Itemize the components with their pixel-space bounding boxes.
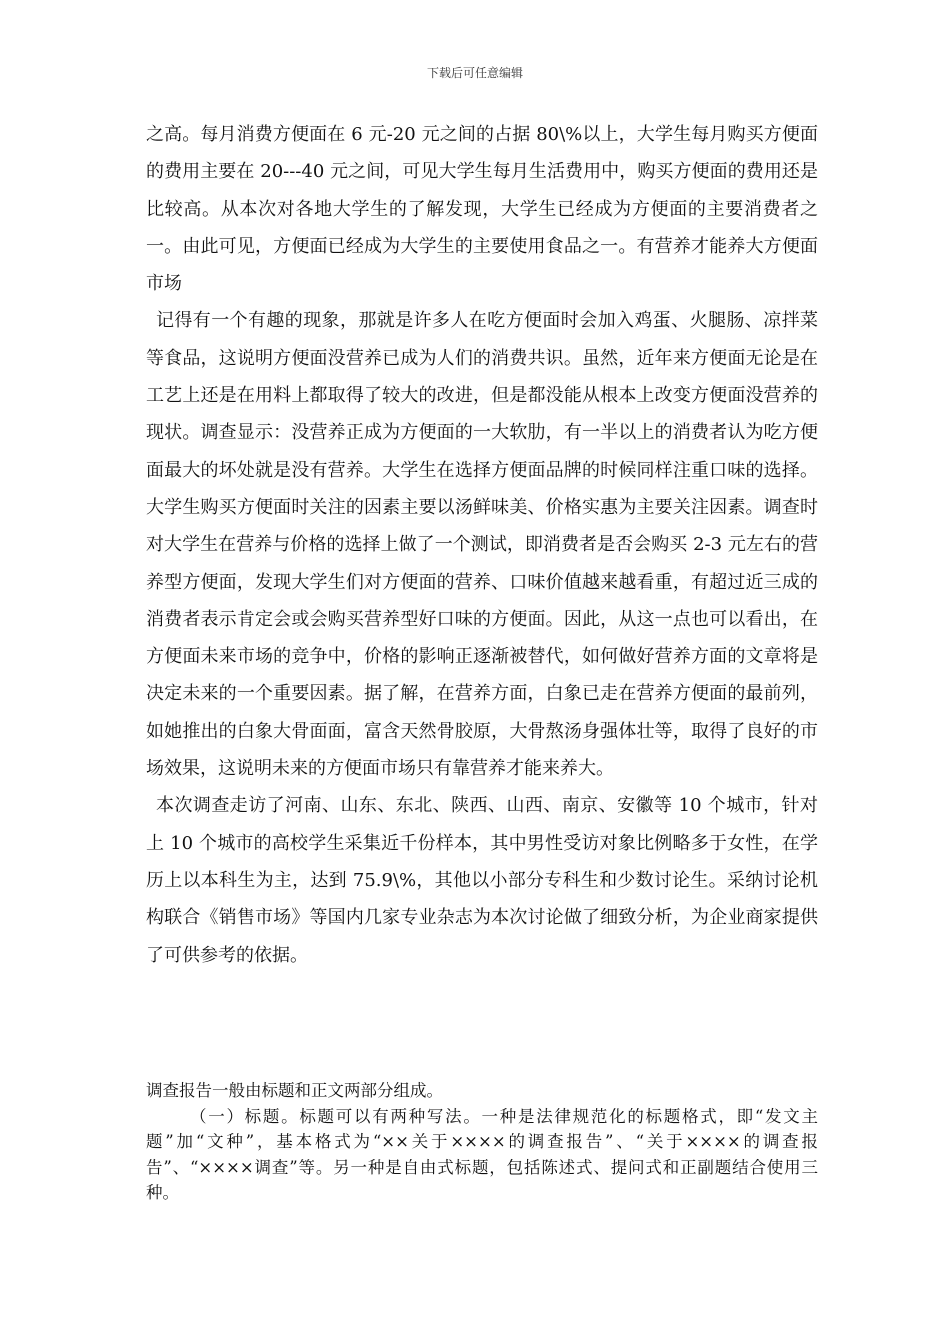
main-body [146,116,818,974]
page-header: 下载后可任意编辑 [426,66,523,80]
paragraph-report-composition: 调查报告一般由标题和正文两部分组成。 [146,1081,443,1100]
paragraph-consumption: 之高。每月消费方便面在 6 元-20 元之间的占据 80\%以上，大学生每月购买方便面的费用主要在 20---40 元之间，可见大学生每月生活费用中，购买方便面的费用还是比较高。从本次对各地大学生的了解发现，大学生已经成为方便面的主要消费者之一。由此可见，方便面已经成为大学生的主要使用食品之一。有营养才能养大方便面市场 [146,124,818,295]
paragraph-title-format: （一）标题。标题可以有两种写法。一种是法律规范化的标题格式，即“发文主题”加“文种”，基本格式为“××关于××××的调查报告”、“关于××××的调查报告”、“××××调查”等。另一种是自由式标题，包括陈述式、提问式和正副题结合使用三种。 [146,1106,818,1202]
paragraph-nutrition: 记得有一个有趣的现象，那就是许多人在吃方便面时会加入鸡蛋、火腿肠、凉拌菜等食品，这说明方便面没营养已成为人们的消费共识。虽然，近年来方便面无论是在工艺上还是在用料上都取得了较大的改进，但是都没能从根本上改变方便面没营养的现状。调查显示：没营养正成为方便面的一大软肋，有一半以上的消费者认为吃方便面最大的坏处就是没有营养。大学生在选择方便面品牌的时候同样注重口味的选择。大学生购买方便面时关注的因素主要以汤鲜味美、价格实惠为主要关注因素。调查时对大学生在营养与价格的选择上做了一个测试，即消费者是否会购买 2-3 元左右的营养型方便面，发现大学生们对方便面的营养、口味价值越来越看重，有超过近三成的消费者表示肯定会或会购买营养型好口味的方便面。因此，从这一点也可以看出，在方便面未来市场的竞争中，价格的影响正逐渐被替代，如何做好营养方面的文章将是决定未来的一个重要因素。据了解，在营养方面，白象已走在营养方便面的最前列，如她推出的白象大骨面面，富含天然骨胶原，大骨熬汤身强体壮等，取得了良好的市场效果，这说明未来的方便面市场只有靠营养才能来养大。 [146,310,818,780]
paragraph-survey-scope: 本次调查走访了河南、山东、东北、陕西、山西、南京、安徽等 10 个城市，针对上 10 个城市的高校学生采集近千份样本，其中男性受访对象比例略多于女性，在学历上以本科生为主，达到 75.9\%，其他以小部分专科生和少数讨论生。采纳讨论机构联合《销售市场》等国内几家专业杂志为本次讨论做了细致分析，为企业商家提供了可供参考的依据。 [146,795,818,966]
report-structure-section [146,1078,818,1206]
